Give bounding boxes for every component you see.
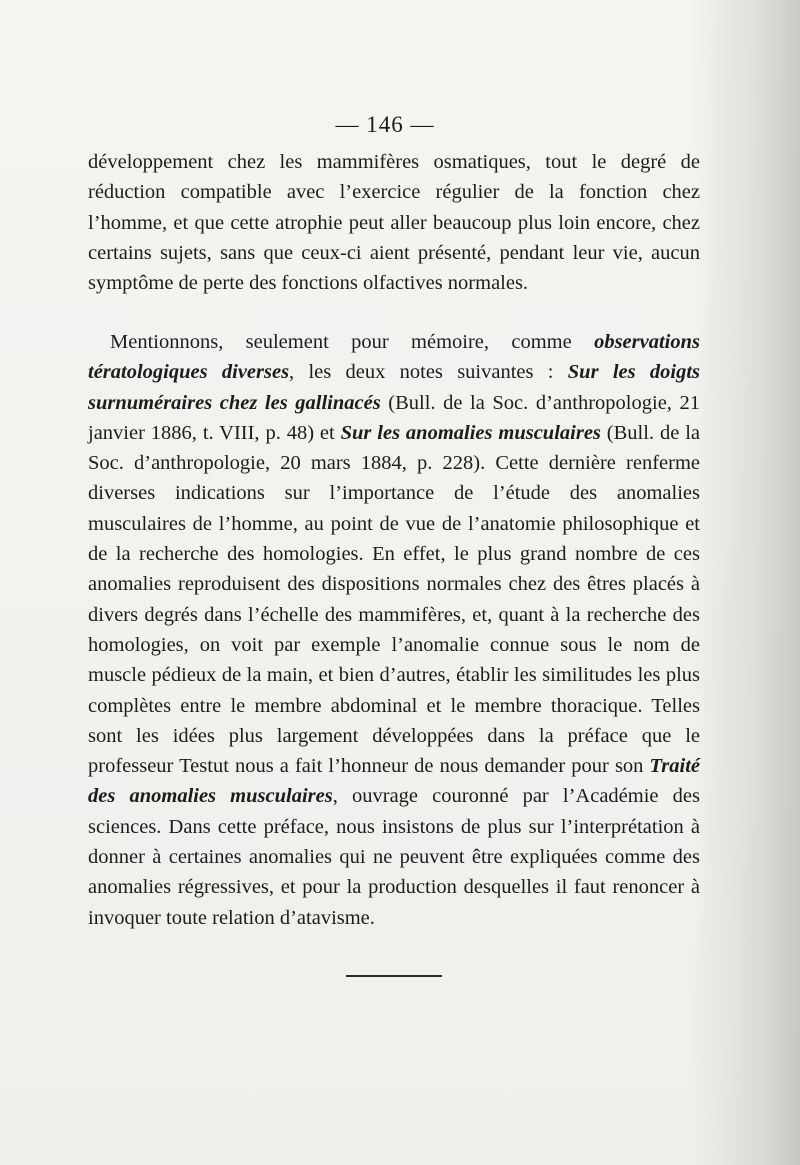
italic-text-segment: observations tératologiques diverses bbox=[88, 331, 700, 384]
text-segment: Mentionnons, seulement pour mémoire, comme bbox=[110, 331, 595, 353]
text-segment: , les deux notes suivantes : bbox=[289, 361, 568, 384]
italic-text-segment: Sur les anomalies musculaires bbox=[340, 421, 601, 444]
text-segment: développement chez les mammifères osmatiques, tout le degré de réduction compatible avec l’exercice régulier de la fonction chez l’homme, et que cette atrophie peut aller beaucoup plus loin encore, chez certains sujets, sans que ceux-ci aient présenté, pendant leur vie, aucun symptôme de perte des fonctions olfactives normales. bbox=[88, 151, 700, 295]
section-end-rule bbox=[346, 975, 442, 977]
text-segment: (Bull. de la Soc. d’anthropologie, 21 janvier 1886, t. VIII, p. 48) et bbox=[88, 391, 700, 444]
paragraph-2 bbox=[88, 327, 700, 933]
page-number: — 146 — bbox=[335, 112, 435, 137]
text-segment: , ouvrage couronné par l’Académie des sciences. Dans cette préface, nous insistons de plus sur l’interprétation à donner à certaines anomalies qui ne peuvent être expliquées comme des anomalies régressives, et pour la production desquelles il faut renoncer à invoquer toute relation d’atavisme. bbox=[88, 785, 700, 929]
text-segment: (Bull. de la Soc. d’anthropologie, 20 mars 1884, p. 228). Cette dernière renferme diverses indications sur l’importance de l’étude des anomalies musculaires de l’homme, au point de vue de l’anatomie philosophique et de la recherche des homologies. En effet, le plus grand nombre de ces anomalies reproduisent des dispositions normales chez des êtres placés à divers degrés dans l’échelle des mammifères, et, quant à la recherche des homologies, on voit par exemple l’anomalie connue sous le nom de muscle pédieux de la main, et bien d’autres, établir les similitudes les plus complètes entre le membre abdominal et le membre thoracique. Telles sont les idées plus largement développées dans la préface que le professeur Testut nous a fait l’honneur de nous demander pour son bbox=[88, 421, 700, 778]
italic-text-segment: Traité des anomalies musculaires bbox=[88, 755, 700, 808]
italic-text-segment: Sur les doigts surnuméraires chez les gallinacés bbox=[88, 361, 701, 414]
paragraph-1 bbox=[88, 147, 700, 298]
